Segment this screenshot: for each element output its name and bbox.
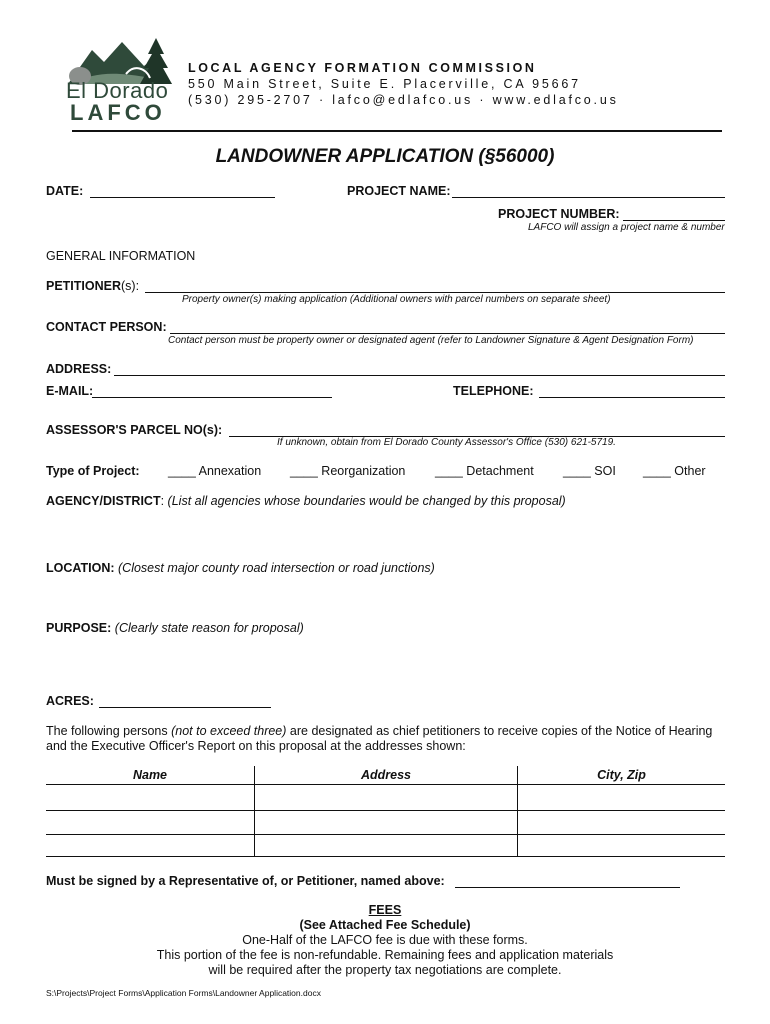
contact-person-note: Contact person must be property owner or designated agent (refer to Landowner Signature & Agent Designation Form) (168, 335, 694, 346)
email-label: E-MAIL: (46, 384, 94, 398)
contact-person-field[interactable] (170, 321, 725, 334)
fees-line-3: will be required after the property tax negotiations are complete. (208, 963, 562, 977)
header-city-zip: City, Zip (518, 766, 726, 784)
project-name-field[interactable] (452, 185, 725, 198)
type-soi[interactable]: ____ SOI (563, 464, 616, 478)
chief-petitioners-table (46, 766, 725, 857)
table-row[interactable] (46, 784, 725, 810)
header-divider (72, 130, 722, 132)
location-label: LOCATION: (Closest major county road intersection or road junctions) (46, 561, 435, 575)
type-other[interactable]: ____ Other (643, 464, 706, 478)
purpose-label: PURPOSE: (Clearly state reason for proposal) (46, 621, 304, 635)
footer-file-path: S:\Projects\Project Forms\Application Forms\Landowner Application.docx (46, 988, 321, 998)
project-number-label: PROJECT NUMBER: (498, 207, 620, 221)
logo-text-lafco: LAFCO (70, 100, 166, 125)
lafco-logo (64, 36, 176, 125)
date-field[interactable] (90, 185, 275, 198)
petitioner-label: PETITIONER(s): (46, 279, 140, 293)
type-annexation[interactable]: ____ Annexation (168, 464, 262, 478)
fees-line-1: One-Half of the LAFCO fee is due with these forms. (242, 933, 528, 947)
address-label: ADDRESS: (46, 362, 112, 376)
petitioner-note: Property owner(s) making application (Additional owners with parcel numbers on separate sheet) (182, 294, 611, 305)
general-info-heading: GENERAL INFORMATION (46, 249, 196, 263)
apn-note: If unknown, obtain from El Dorado County Assessor's Office (530) 621-5719. (277, 437, 616, 448)
table-header-row (46, 766, 725, 784)
project-name-label: PROJECT NAME: (347, 184, 451, 198)
fees-title: FEES (368, 903, 402, 917)
header-name: Name (46, 766, 255, 784)
agency-contact: (530) 295-2707 · lafco@edlafco.us · www.edlafco.us (188, 93, 619, 107)
agency-district-label: AGENCY/DISTRICT: (List all agencies whose boundaries would be changed by this proposal) (46, 494, 566, 508)
fees-line-2: This portion of the fee is non-refundable. Remaining fees and application materials (156, 948, 614, 962)
header-address: Address (255, 766, 518, 784)
type-reorganization[interactable]: ____ Reorganization (290, 464, 406, 478)
agency-name: LOCAL AGENCY FORMATION COMMISSION (188, 61, 537, 75)
agency-address: 550 Main Street, Suite E. Placerville, CA 95667 (188, 77, 581, 91)
type-detachment[interactable]: ____ Detachment (435, 464, 534, 478)
telephone-field[interactable] (539, 385, 725, 398)
address-field[interactable] (114, 363, 725, 376)
table-row[interactable] (46, 810, 725, 834)
apn-field[interactable] (229, 424, 725, 437)
petitioner-field[interactable] (145, 280, 725, 293)
table-row[interactable] (46, 834, 725, 856)
project-type-label: Type of Project: (46, 464, 140, 478)
signature-field[interactable] (455, 875, 680, 888)
contact-person-label: CONTACT PERSON: (46, 320, 167, 334)
chief-petitioners-paragraph: The following persons (not to exceed three) are designated as chief petitioners to receive copies of the Notice of Hearing and the Executive Officer's Report on this proposal at the addresses shown: (46, 724, 713, 753)
apn-label: ASSESSOR'S PARCEL NO(s): (46, 423, 223, 437)
date-label: DATE: (46, 184, 84, 198)
acres-field[interactable] (99, 695, 271, 708)
project-number-field[interactable] (623, 208, 725, 221)
acres-label: ACRES: (46, 694, 94, 708)
email-field[interactable] (92, 385, 332, 398)
fees-subtitle: (See Attached Fee Schedule) (299, 918, 471, 932)
telephone-label: TELEPHONE: (453, 384, 534, 398)
project-number-note: LAFCO will assign a project name & number (528, 222, 725, 233)
signature-label: Must be signed by a Representative of, or Petitioner, named above: (46, 874, 445, 888)
logo-text-el-dorado: El Dorado (66, 78, 169, 103)
form-title: LANDOWNER APPLICATION (§56000) (215, 146, 555, 167)
